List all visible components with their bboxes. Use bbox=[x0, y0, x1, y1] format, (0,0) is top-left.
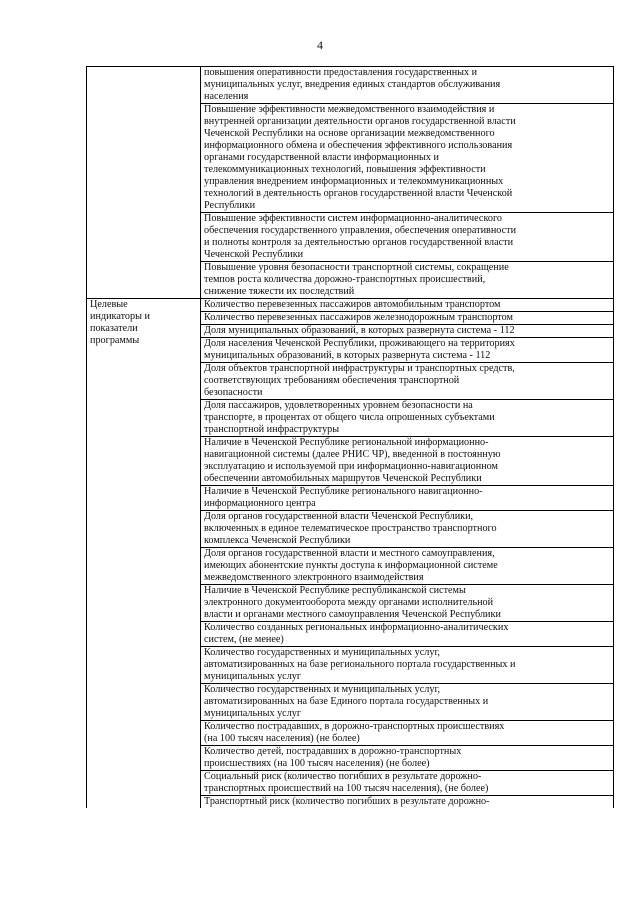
table-cell: Количество детей, пострадавших в дорожно-транспортных происшествиях (на 100 тысяч населения) (не более) bbox=[201, 746, 614, 771]
program-passport-table bbox=[86, 66, 614, 808]
table-cell: Количество пострадавших, в дорожно-транспортных происшествиях (на 100 тысяч населения) (не более) bbox=[201, 721, 614, 746]
table-cell: Социальный риск (количество погибших в результате дорожно- транспортных происшествий на 100 тысяч населения), (не более) bbox=[201, 771, 614, 796]
table-cell: Наличие в Чеченской Республике республиканской системы электронного документооборота между органами исполнительной власти и органами местного самоуправления Чеченской Республики bbox=[201, 585, 614, 622]
table-cell: Количество перевезенных пассажиров железнодорожным транспортом bbox=[201, 312, 614, 325]
table-row bbox=[87, 299, 614, 312]
table-cell: Количество государственных и муниципальных услуг, автоматизированных на базе регионального портала государственных и муниципальных услуг bbox=[201, 647, 614, 684]
table-row bbox=[87, 67, 614, 104]
table-cell: Количество государственных и муниципальных услуг, автоматизированных на базе Единого портала государственных и муниципальных услуг bbox=[201, 684, 614, 721]
table-cell: Повышение эффективности межведомственного взаимодействия и внутренней организации деятельности органов государственной власти Чеченской Республики на основе организации межведомственного информационного обмена и обеспечения эффективного использования органами государственной власти информационных и телекоммуникационных технологий, повышения эффективности управления внедрением информационных и телекоммуникационных технологий в деятельность органов государственной власти Чеченской Республики bbox=[201, 104, 614, 213]
table-cell: Доля органов государственной власти и местного самоуправления, имеющих абонентские пункты доступа к информационной системе межведомственного электронного взаимодействия bbox=[201, 548, 614, 585]
table-cell: Количество перевезенных пассажиров автомобильным транспортом bbox=[201, 299, 614, 312]
table-cell: Повышение уровня безопасности транспортной системы, сокращение темпов роста количества дорожно-транспортных происшествий, снижение тяжести их последствий bbox=[201, 262, 614, 299]
table-cell: Доля пассажиров, удовлетворенных уровнем безопасности на транспорте, в процентах от общего числа опрошенных субъектами транспортной инфраструктуры bbox=[201, 400, 614, 437]
page-number: 4 bbox=[317, 38, 323, 52]
table-cell: Доля муниципальных образований, в которых развернута система - 112 bbox=[201, 325, 614, 338]
table-cell: повышения оперативности предоставления государственных и муниципальных услуг, внедрения единых стандартов обслуживания населения bbox=[201, 67, 614, 104]
table-cell: Доля населения Чеченской Республики, проживающего на территориях муниципальных образований, в которых развернута система - 112 bbox=[201, 338, 614, 363]
tasks-label-cell bbox=[87, 67, 201, 299]
table-cell: Транспортный риск (количество погибших в результате дорожно- bbox=[201, 796, 614, 809]
table-cell: Количество созданных региональных информационно-аналитических систем, (не менее) bbox=[201, 622, 614, 647]
table-cell: Доля органов государственной власти Чеченской Республики, включенных в единое телематическое пространство транспортного комплекса Чеченской Республики bbox=[201, 511, 614, 548]
section-label: Целевые индикаторы и показатели программы bbox=[90, 299, 150, 346]
table-cell: Повышение эффективности систем информационно-аналитического обеспечения государственного управления, обеспечения оперативности и полноты контроля за деятельностью органов государственной власти Чеченской Республики bbox=[201, 213, 614, 262]
table-cell: Доля объектов транспортной инфраструктуры и транспортных средств, соответствующих требованиям обеспечения транспортной безопасности bbox=[201, 363, 614, 400]
table-cell: Наличие в Чеченской Республике регионального навигационно- информационного центра bbox=[201, 486, 614, 511]
indicators-label-cell bbox=[87, 299, 201, 809]
table-cell: Наличие в Чеченской Республике региональной информационно- навигационной системы (далее РНИС ЧР), введенной в постоянную эксплуатацию и используемой при информационно-навигационном обеспечении автомобильных маршрутов Чеченской Республики bbox=[201, 437, 614, 486]
